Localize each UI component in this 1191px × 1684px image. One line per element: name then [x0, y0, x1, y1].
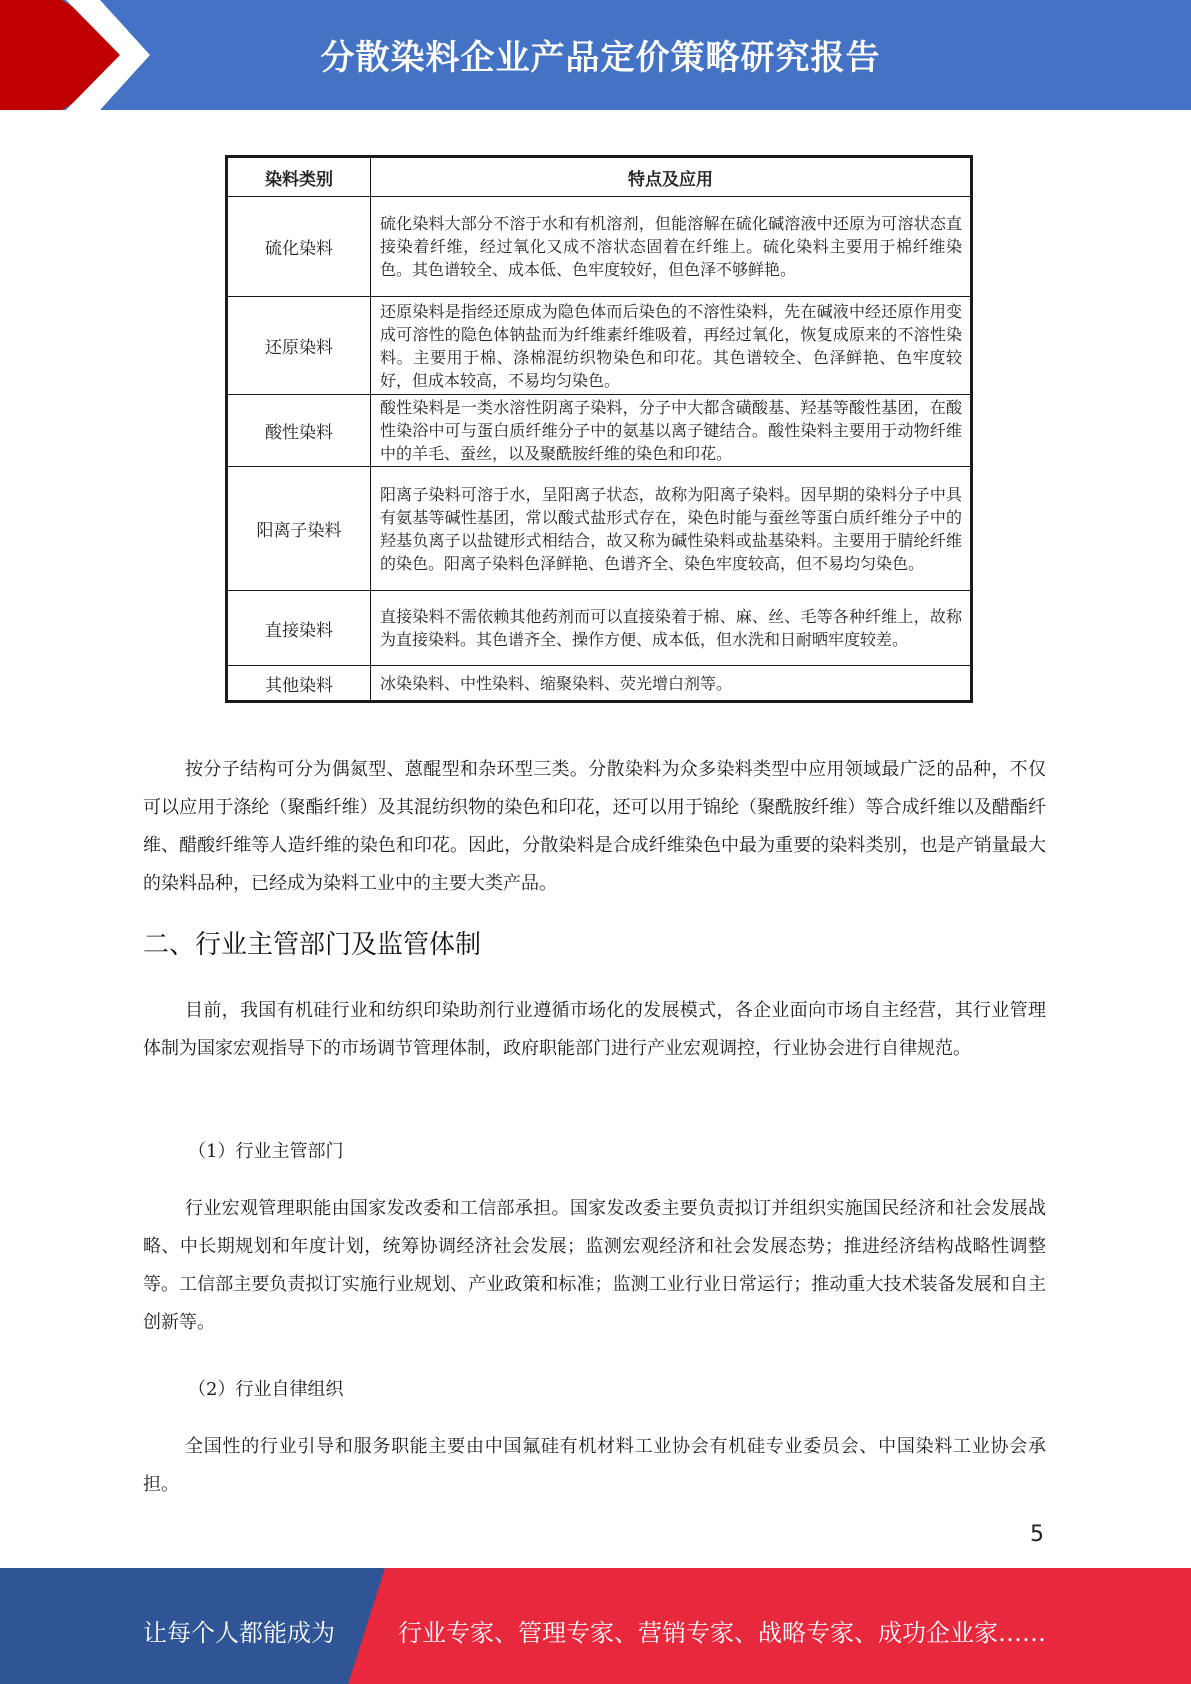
page-footer	[0, 1568, 1191, 1684]
footer-slogan-right: 行业专家、管理专家、营销专家、战略专家、成功企业家……	[398, 1619, 1046, 1647]
dye-category-table	[225, 155, 973, 703]
table-row	[227, 197, 972, 297]
row-category: 其他染料	[227, 666, 371, 702]
row-description: 直接染料不需依赖其他药剂而可以直接染着于棉、麻、丝、毛等各种纤维上，故称为直接染料。其色谱齐全、操作方便、成本低，但水洗和日耐晒牢度较差。	[371, 591, 972, 666]
paragraph-industry-management: 目前，我国有机硅行业和纺织印染助剂行业遵循市场化的发展模式，各企业面向市场自主经营，其行业管理体制为国家宏观指导下的市场调节管理体制，政府职能部门进行产业宏观调控，行业协会进行自律规范。	[143, 1000, 1046, 1059]
row-description: 阳离子染料可溶于水，呈阳离子状态，故称为阳离子染料。因早期的染料分子中具有氨基等碱性基团，常以酸式盐形式存在，染色时能与蚕丝等蛋白质纤维分子中的羟基负离子以盐键形式相结合，故又称为碱性染料或盐基染料。主要用于腈纶纤维的染色。阳离子染料色泽鲜艳、色谱齐全、染色牢度较高，但不易均匀染色。	[371, 467, 972, 591]
table-row	[227, 395, 972, 467]
page-number: 5	[1030, 1522, 1044, 1547]
column-header-features: 特点及应用	[371, 157, 972, 197]
paragraph-authority: 行业宏观管理职能由国家发改委和工信部承担。国家发改委主要负责拟订并组织实施国民经济和社会发展战略、中长期规划和年度计划，统筹协调经济社会发展；监测宏观经济和社会发展态势；推进经济结构战略性调整等。工信部主要负责拟订实施行业规划、产业政策和标准；监测工业行业日常运行；推动重大技术装备发展和自主创新等。	[143, 1198, 1046, 1333]
footer-slogan-left: 让每个人都能成为	[143, 1619, 335, 1647]
subheading-self-regulation: （2）行业自律组织	[188, 1379, 344, 1400]
table-row	[227, 666, 972, 702]
section-heading: 二、行业主管部门及监管体制	[143, 930, 482, 960]
row-category: 还原染料	[227, 297, 371, 395]
row-category: 酸性染料	[227, 395, 371, 467]
row-category: 硫化染料	[227, 197, 371, 297]
row-description: 硫化染料大部分不溶于水和有机溶剂，但能溶解在硫化碱溶液中还原为可溶状态直接染着纤维，经过氧化又成不溶状态固着在纤维上。硫化染料主要用于棉纤维染色。其色谱较全、成本低、色牢度较好，但色泽不够鲜艳。	[371, 197, 972, 297]
table-header-row	[227, 157, 972, 197]
row-description: 还原染料是指经还原成为隐色体而后染色的不溶性染料，先在碱液中经还原作用变成可溶性的隐色体钠盐而为纤维素纤维吸着，再经过氧化，恢复成原来的不溶性染料。主要用于棉、涤棉混纺织物染色和印花。其色谱较全、色泽鲜艳、色牢度较好，但成本较高，不易均匀染色。	[371, 297, 972, 395]
subheading-authority: （1）行业主管部门	[188, 1141, 344, 1162]
row-category: 直接染料	[227, 591, 371, 666]
table-row	[227, 467, 972, 591]
document-title: 分散染料企业产品定价策略研究报告	[320, 38, 881, 78]
row-description: 酸性染料是一类水溶性阴离子染料，分子中大都含磺酸基、羟基等酸性基团，在酸性染浴中可与蛋白质纤维分子中的氨基以离子键结合。酸性染料主要用于动物纤维中的羊毛、蚕丝，以及聚酰胺纤维的染色和印花。	[371, 395, 972, 467]
table-row	[227, 591, 972, 666]
table-row	[227, 297, 972, 395]
row-description: 冰染染料、中性染料、缩聚染料、荧光增白剂等。	[371, 666, 972, 702]
paragraph-self-regulation: 全国性的行业引导和服务职能主要由中国氟硅有机材料工业协会有机硅专业委员会、中国染料工业协会承担。	[143, 1436, 1046, 1495]
row-category: 阳离子染料	[227, 467, 371, 591]
page-header	[0, 0, 1191, 110]
column-header-category: 染料类别	[227, 157, 371, 197]
paragraph-dye-structure: 按分子结构可分为偶氮型、蒽醌型和杂环型三类。分散染料为众多染料类型中应用领域最广泛的品种，不仅可以应用于涤纶（聚酯纤维）及其混纺织物的染色和印花，还可以用于锦纶（聚酰胺纤维）等合成纤维以及醋酯纤维、醋酸纤维等人造纤维的染色和印花。因此，分散染料是合成纤维染色中最为重要的染料类别，也是产销量最大的染料品种，已经成为染料工业中的主要大类产品。	[143, 759, 1046, 894]
